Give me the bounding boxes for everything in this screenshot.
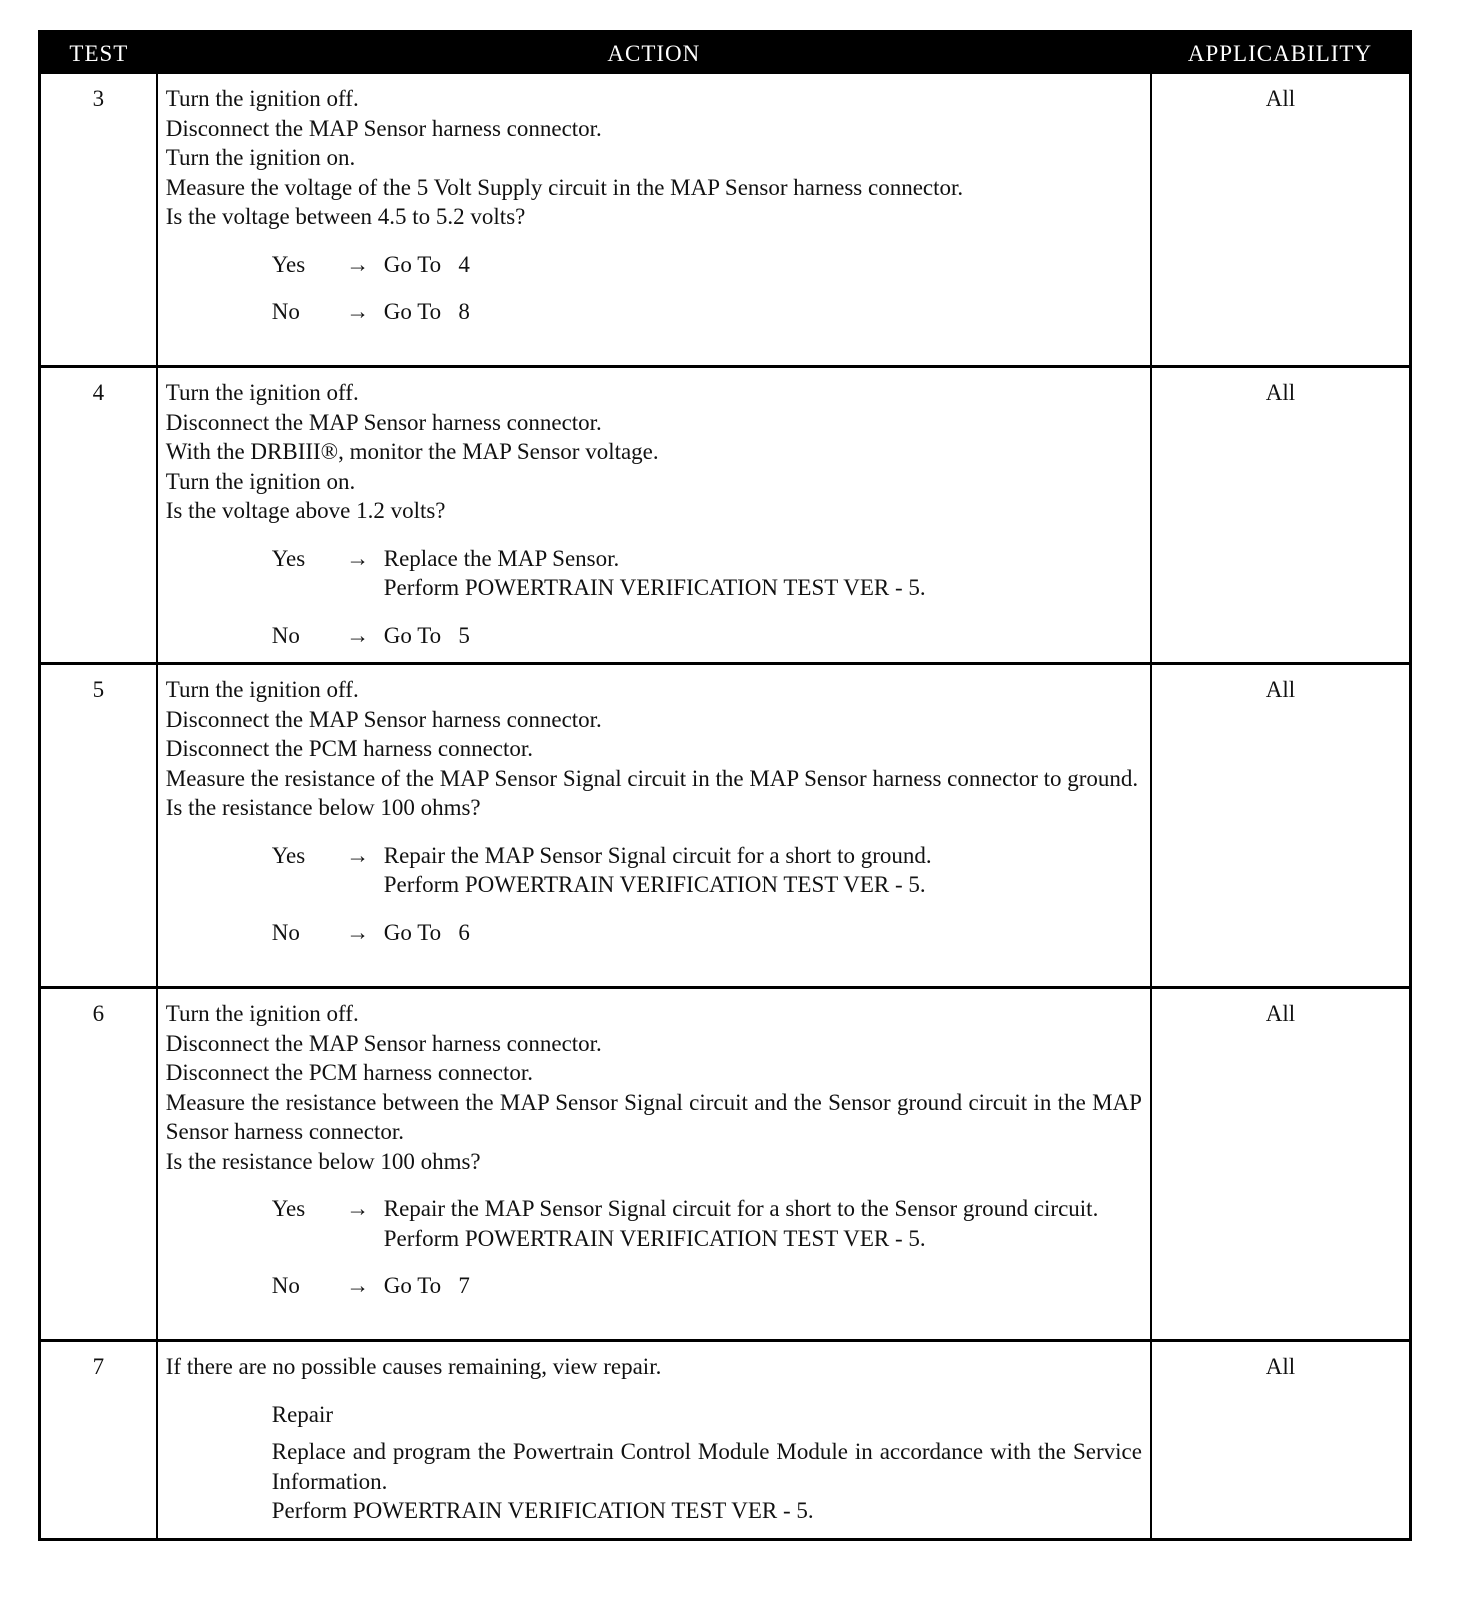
outcome-label: No <box>271 622 300 648</box>
repair-label: Repair <box>271 1401 334 1427</box>
outcome-result: Go To 8 <box>383 299 470 324</box>
step-line: Disconnect the MAP Sensor harness connector. <box>165 706 602 732</box>
header-action: ACTION <box>157 32 1151 73</box>
applicability-value: All <box>1151 1341 1411 1540</box>
step-line: Measure the voltage of the 5 Volt Supply circuit in the MAP Sensor harness connector. <box>165 174 964 200</box>
outcome-label: Yes <box>271 251 306 277</box>
outcome-yes <box>272 544 1142 603</box>
outcome-result-line: Repair the MAP Sensor Signal circuit for a short to the Sensor ground circuit. <box>383 1196 1099 1221</box>
applicability-value: All <box>1151 73 1411 367</box>
applicability-value: All <box>1151 367 1411 664</box>
step-line: Disconnect the MAP Sensor harness connector. <box>165 115 602 141</box>
outcome-result <box>384 544 1142 603</box>
outcome-result <box>384 1194 1142 1253</box>
outcome-label: Yes <box>271 842 306 868</box>
test-number: 6 <box>40 988 157 1341</box>
repair-line: Perform POWERTRAIN VERIFICATION TEST VER - 5. <box>271 1498 814 1523</box>
test-number: 4 <box>40 367 157 664</box>
applicability-value: All <box>1151 664 1411 988</box>
outcome-no <box>272 621 1142 651</box>
outcome-no <box>272 918 1142 948</box>
table-header <box>40 32 1411 73</box>
arrow-icon: → <box>346 251 370 277</box>
applicability-value: All <box>1151 988 1411 1341</box>
diagnostic-test-table <box>38 30 1412 1541</box>
outcome-result-line: Replace the MAP Sensor. <box>383 545 620 571</box>
outcome-no <box>272 297 1142 327</box>
repair-instructions <box>272 1437 1142 1526</box>
outcome-label: Yes <box>271 1196 306 1221</box>
outcome-result: Go To 6 <box>383 919 470 945</box>
header-applicability: APPLICABILITY <box>1151 32 1411 73</box>
arrow-icon: → <box>346 919 370 945</box>
table-row <box>40 1341 1411 1540</box>
outcome-result-line: Perform POWERTRAIN VERIFICATION TEST VER - 5. <box>383 1225 926 1251</box>
step-line: Measure the resistance of the MAP Sensor Signal circuit in the MAP Sensor harness connector to ground. <box>165 765 1139 791</box>
outcome-result: Go To 5 <box>383 622 470 648</box>
arrow-icon: → <box>346 1273 370 1298</box>
repair-line: Replace and program the Powertrain Control Module Module in accordance with the Service Information. <box>271 1439 1142 1494</box>
step-line: Turn the ignition on. <box>165 468 356 494</box>
action-cell <box>157 73 1151 367</box>
step-line: Disconnect the MAP Sensor harness connector. <box>165 1030 602 1056</box>
test-number: 7 <box>40 1341 157 1540</box>
step-line: Turn the ignition off. <box>165 1001 359 1026</box>
arrow-icon: → <box>346 842 370 868</box>
step-line: If there are no possible causes remaining, view repair. <box>165 1354 662 1379</box>
outcome-yes <box>272 250 1142 280</box>
outcome-yes <box>272 1194 1142 1253</box>
step-line: Turn the ignition off. <box>165 86 359 111</box>
arrow-icon: → <box>346 545 370 571</box>
step-line: Disconnect the MAP Sensor harness connector. <box>165 409 602 435</box>
outcome-label: No <box>271 299 300 324</box>
step-line: Measure the resistance between the MAP Sensor Signal circuit and the Sensor ground circuit in the MAP Sensor harness connector. <box>165 1089 1142 1144</box>
outcome-result-line: Perform POWERTRAIN VERIFICATION TEST VER - 5. <box>383 575 926 600</box>
step-line: Turn the ignition on. <box>165 145 356 170</box>
action-cell <box>157 988 1151 1341</box>
outcome-result: Go To 4 <box>383 251 470 277</box>
step-line: Is the voltage between 4.5 to 5.2 volts? <box>165 204 526 229</box>
test-number: 3 <box>40 73 157 367</box>
table-row <box>40 988 1411 1341</box>
outcome-result: Go To 7 <box>383 1273 470 1298</box>
table-row <box>40 664 1411 988</box>
step-line: Turn the ignition off. <box>165 677 359 702</box>
action-cell <box>157 664 1151 988</box>
step-line: Is the resistance below 100 ohms? <box>165 1148 481 1174</box>
step-line: Is the voltage above 1.2 volts? <box>165 498 446 523</box>
arrow-icon: → <box>346 1196 370 1221</box>
outcome-result <box>384 841 1142 900</box>
step-line: Turn the ignition off. <box>165 380 359 405</box>
step-line: Disconnect the PCM harness connector. <box>165 736 534 761</box>
test-number: 5 <box>40 664 157 988</box>
outcome-result-line: Perform POWERTRAIN VERIFICATION TEST VER - 5. <box>383 872 926 897</box>
step-line: With the DRBIII®, monitor the MAP Sensor voltage. <box>165 439 659 464</box>
outcome-label: Yes <box>271 545 306 571</box>
action-cell <box>157 1341 1151 1540</box>
outcome-no <box>272 1271 1142 1301</box>
table-row <box>40 367 1411 664</box>
outcome-label: No <box>271 919 300 945</box>
outcome-result-line: Repair the MAP Sensor Signal circuit for a short to ground. <box>383 842 932 868</box>
table-row <box>40 73 1411 367</box>
action-cell <box>157 367 1151 664</box>
arrow-icon: → <box>346 299 370 324</box>
step-line: Disconnect the PCM harness connector. <box>165 1060 534 1085</box>
header-test: TEST <box>40 32 157 73</box>
outcome-label: No <box>271 1273 300 1298</box>
step-line: Is the resistance below 100 ohms? <box>165 795 481 820</box>
outcome-yes <box>272 841 1142 900</box>
arrow-icon: → <box>346 622 370 648</box>
